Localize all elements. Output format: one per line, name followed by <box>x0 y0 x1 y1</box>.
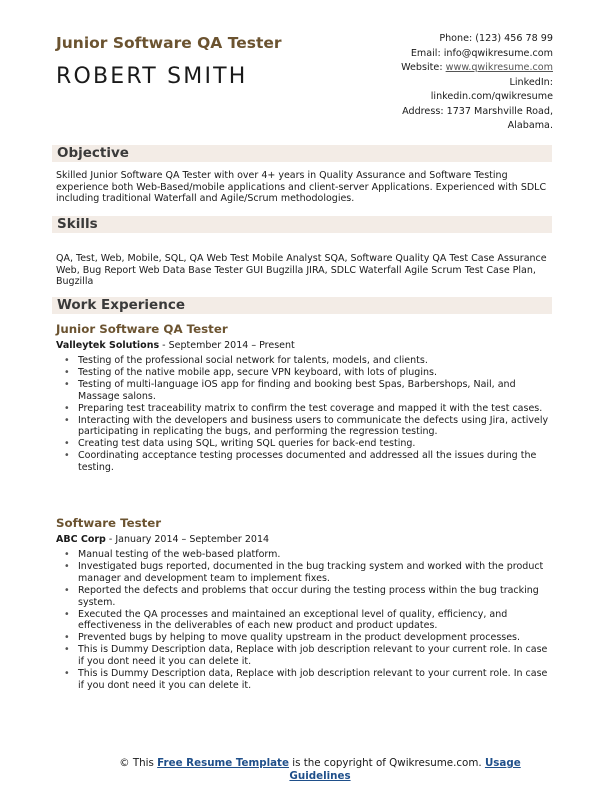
skills-section-header <box>52 216 552 233</box>
website <box>401 61 553 76</box>
job-dates: - September 2014 – Present <box>159 340 295 351</box>
job-entry-company-dates <box>56 534 553 546</box>
copyright-footer <box>90 757 550 784</box>
website-label: Website: <box>401 62 446 73</box>
job-bullet-list <box>56 355 553 474</box>
job-entry-title: Software Tester <box>56 516 162 530</box>
linkedin-label: LinkedIn: <box>509 76 553 88</box>
footer-middle: is the copyright of Qwikresume.com. <box>288 757 485 769</box>
job-entry-company-dates <box>56 340 553 352</box>
footer-prefix: © This <box>119 757 158 769</box>
address-line-1: Address: 1737 Marshville Road, <box>402 105 553 117</box>
job-bullet: • Manual testing of the web-based platform. <box>56 549 553 561</box>
skills-text: QA, Test, Web, Mobile, SQL, QA Web Test Mobile Analyst SQA, Software Quality QA Test Case Assurance Web, Bug Report Web Data Base Tester GUI Bugzilla JIRA, SDLC Waterfall Agile Scrum Test Case Plan, Bugzilla <box>56 253 547 287</box>
job-entry <box>56 322 553 474</box>
candidate-name: ROBERT SMITH <box>56 64 248 89</box>
job-dates: - January 2014 – September 2014 <box>105 534 270 545</box>
objective-text: Skilled Junior Software QA Tester with over 4+ years in Quality Assurance and Software Testing experience both Web-Based/mobile applications and client-server Applications. Experienced with SDLC including traditional Waterfall and Agile/Scrum methodologies. <box>56 170 547 204</box>
experience-title: Work Experience <box>57 297 185 313</box>
job-bullet: • This is Dummy Description data, Replace with job description relevant to your current role. In case if you dont need it you can delete it. <box>56 668 553 692</box>
job-bullet: • Reported the defects and problems that occur during the testing process within the bug tracking system. <box>56 585 553 609</box>
skills-title: Skills <box>57 216 98 232</box>
job-bullet: • Executed the QA processes and maintained an exceptional level of quality, efficiency, and effectiveness in the deliverables of each new product and product updates. <box>56 609 553 633</box>
job-bullet: • Testing of multi-language iOS app for finding and booking best Spas, Barbershops, Nail, and Massage salons. <box>56 379 553 403</box>
usage-guidelines-link[interactable]: Usage Guidelines <box>289 757 521 783</box>
job-bullet: • Interacting with the developers and business users to communicate the defects using Jira, actively participating in replicating the bugs, and performing the regression testing. <box>56 415 553 439</box>
job-bullet: • Creating test data using SQL, writing SQL queries for back-end testing. <box>56 438 553 450</box>
job-bullet: • Prevented bugs by helping to move quality upstream in the product development processes. <box>56 632 553 644</box>
job-bullet-list <box>56 549 553 692</box>
email: Email: info@qwikresume.com <box>410 47 553 59</box>
resume-header <box>56 30 556 130</box>
objective-section-header <box>52 145 552 162</box>
job-entry-title: Junior Software QA Tester <box>56 322 228 336</box>
job-bullet: • This is Dummy Description data, Replace with job description relevant to your current role. In case if you dont need it you can delete it. <box>56 644 553 668</box>
website-link[interactable]: www.qwikresume.com <box>445 62 553 73</box>
experience-section-header <box>52 297 552 314</box>
phone: Phone: (123) 456 78 99 <box>439 33 553 44</box>
job-bullet: • Coordinating acceptance testing processes documented and addressed all the issues during the testing. <box>56 450 553 474</box>
job-bullet: • Investigated bugs reported, documented in the bug tracking system and worked with the product manager and development team to implement fixes. <box>56 561 553 585</box>
company-name: Valleytek Solutions <box>56 340 160 351</box>
address-line-2: Alabama. <box>507 120 553 131</box>
contact-block <box>401 32 553 134</box>
company-name: ABC Corp <box>56 534 106 545</box>
free-resume-template-link[interactable]: Free Resume Template <box>157 757 289 769</box>
objective-title: Objective <box>57 145 129 161</box>
job-title: Junior Software QA Tester <box>56 34 282 52</box>
job-bullet: • Preparing test traceability matrix to confirm the test coverage and mapped it with the test cases. <box>56 403 553 415</box>
job-bullet: • Testing of the native mobile app, secure VPN keyboard, with lots of plugins. <box>56 367 553 379</box>
linkedin-link[interactable]: linkedin.com/qwikresume <box>430 91 553 102</box>
job-entry <box>56 516 553 692</box>
job-bullet: • Testing of the professional social network for talents, models, and clients. <box>56 355 553 367</box>
